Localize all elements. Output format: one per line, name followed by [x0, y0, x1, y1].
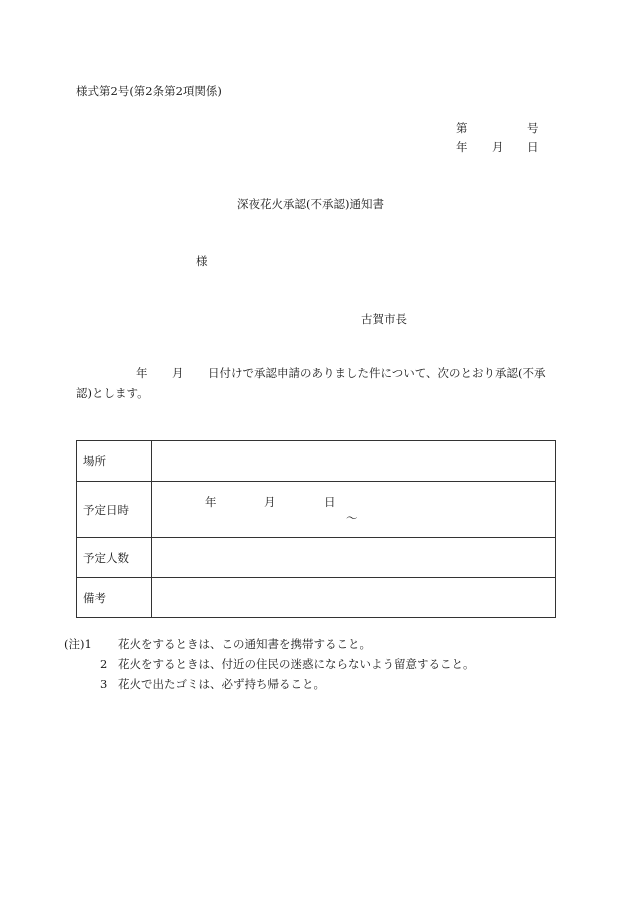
body-year-label: 年 [136, 366, 148, 380]
date-year-label: 年 [456, 140, 468, 154]
body-text-line-1: 日付けで承認申請のありました件について、次のとおり承認(不承 [208, 366, 546, 380]
note-3-text: 花火で出たゴミは、必ず持ち帰ること。 [118, 677, 325, 691]
form-number: 様式第2号(第2条第2項関係) [76, 84, 222, 98]
schedule-year-label: 年 [205, 495, 217, 509]
remarks-label: 備考 [77, 578, 152, 618]
location-value [152, 441, 556, 482]
date-day-label: 日 [527, 140, 539, 154]
notes-heading: (注)1 [64, 637, 92, 651]
note-2-text: 花火をするときは、付近の住民の迷惑にならないよう留意すること。 [118, 657, 475, 671]
info-table [76, 440, 556, 618]
schedule-month-label: 月 [264, 495, 276, 509]
note-2-number: 2 [100, 657, 108, 671]
addressee-honorific: 様 [196, 254, 208, 268]
people-label: 予定人数 [77, 538, 152, 578]
body-text-line-2: 認)とします。 [76, 386, 149, 400]
table-row-people [77, 538, 556, 578]
body-month-label: 月 [172, 366, 184, 380]
note-3-number: 3 [100, 677, 108, 691]
doc-number-prefix: 第 [456, 121, 468, 135]
table-row-schedule [77, 482, 556, 538]
note-1-text: 花火をするときは、この通知書を携帯すること。 [118, 637, 371, 651]
schedule-range-tilde: 〜 [346, 511, 358, 525]
document-title: 深夜花火承認(不承認)通知書 [237, 197, 384, 211]
schedule-label: 予定日時 [77, 482, 152, 538]
table-row-location [77, 441, 556, 482]
people-value [152, 538, 556, 578]
table-row-remarks [77, 578, 556, 618]
date-month-label: 月 [492, 140, 504, 154]
location-label: 場所 [77, 441, 152, 482]
schedule-day-label: 日 [324, 495, 336, 509]
issuer-name: 古賀市長 [361, 312, 407, 326]
doc-number-suffix: 号 [527, 121, 539, 135]
remarks-value [152, 578, 556, 618]
schedule-value [152, 482, 556, 538]
